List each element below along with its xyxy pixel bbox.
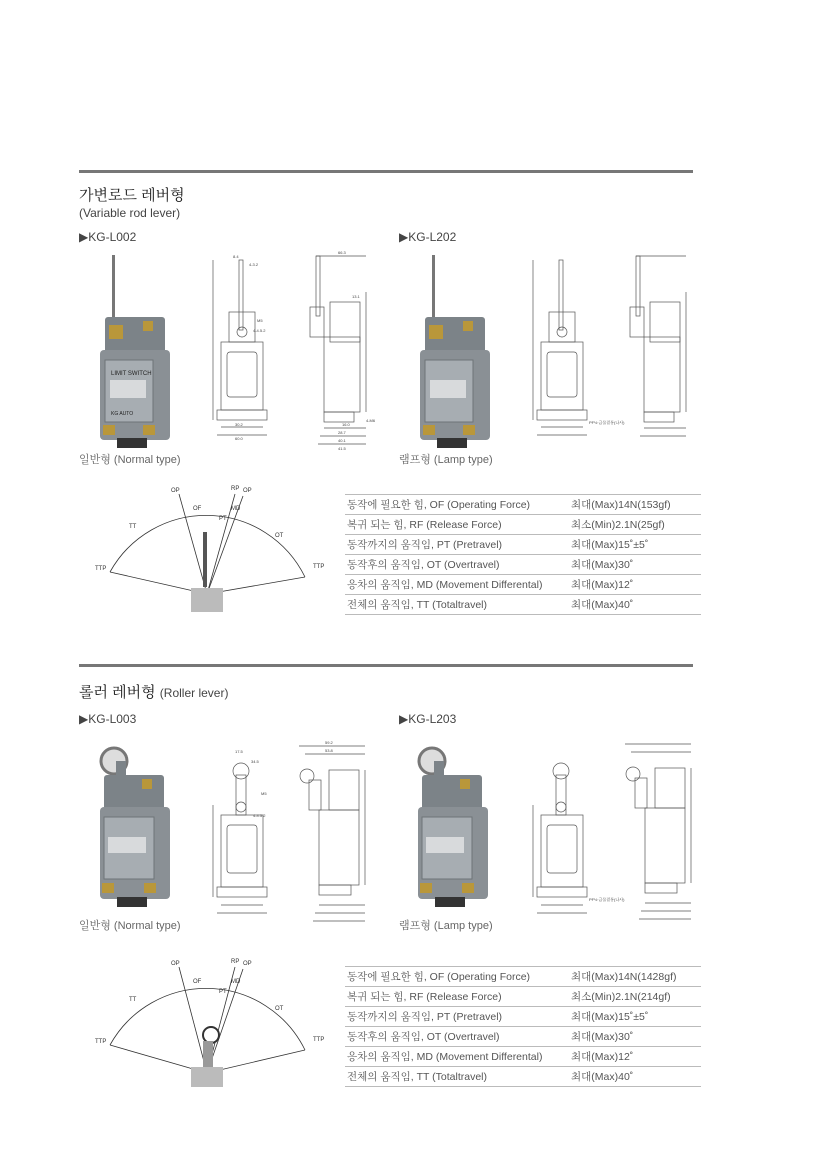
dim-label: 13.1 — [352, 294, 360, 299]
angle-label-tt: TT — [129, 997, 137, 1003]
spec-label: 복귀 되는 힘, RF (Release Force) — [345, 987, 569, 1007]
spec-value: 최대(Max)15˚±5˚ — [569, 1007, 701, 1027]
spec-label: 동작후의 움직임, OT (Overtravel) — [345, 1027, 569, 1047]
dim-label: 4-M6 — [366, 418, 376, 423]
angle-label-op: OP — [171, 961, 180, 967]
table-row — [345, 555, 701, 575]
dim-label: 4-4.5.2 — [253, 328, 266, 333]
angle-label-ttp: TTP — [313, 1037, 325, 1043]
spec-label: 동작에 필요한 힘, OF (Operating Force) — [345, 967, 569, 987]
travel-angle-diagram-2 — [95, 955, 330, 1095]
dimension-drawing-kg-l202-front — [525, 252, 625, 452]
angle-label-pt: PT — [219, 989, 227, 995]
dimension-drawing-kg-l203-side — [615, 738, 700, 933]
section-divider-top — [79, 170, 693, 173]
table-row — [345, 575, 701, 595]
spec-label: 동작후의 움직임, OT (Overtravel) — [345, 555, 569, 575]
table-row — [345, 595, 701, 615]
spec-label: 응차의 움직임, MD (Movement Differental) — [345, 1047, 569, 1067]
spec-value: 최대(Max)30˚ — [569, 1027, 701, 1047]
table-row — [345, 987, 701, 1007]
spec-value: 최소(Min)2.1N(214gf) — [569, 987, 701, 1007]
table-row — [345, 967, 701, 987]
product-photo-kg-l003 — [92, 745, 182, 910]
angle-label-op: OP — [171, 488, 180, 494]
spec-table-variable-rod — [345, 494, 701, 615]
dimension-drawing-kg-l203-front — [525, 745, 625, 935]
dim-label: 53.8 — [325, 748, 333, 753]
spec-value: 최대(Max)14N(1428gf) — [569, 967, 701, 987]
dimension-drawing-kg-l003-front — [205, 745, 295, 935]
caption-lamp-type-2: 램프형 (Lamp type) — [399, 920, 493, 932]
angle-label-ttp: TTP — [313, 564, 325, 570]
section-title-roller — [79, 681, 228, 702]
dim-label: 66.3 — [338, 250, 346, 255]
spec-value: 최소(Min)2.1N(25gf) — [569, 515, 701, 535]
dim-label: 60.0 — [235, 436, 243, 441]
spec-value: 최대(Max)40˚ — [569, 1067, 701, 1087]
caption-normal-type-2: 일반형 (Normal type) — [79, 920, 181, 932]
table-row — [345, 1007, 701, 1027]
angle-label-ot: OT — [275, 533, 284, 539]
dimension-drawing-kg-l002-front — [205, 252, 280, 452]
table-row — [345, 495, 701, 515]
product-photo-kg-l202 — [415, 255, 500, 450]
angle-label-op: OP — [243, 961, 252, 967]
model-code-kg-l003: ▶KG-L003 — [79, 712, 137, 726]
angle-label-rp: RP — [231, 959, 240, 965]
dim-label: 17.5 — [235, 749, 243, 754]
spec-value: 최대(Max)30˚ — [569, 555, 701, 575]
spec-value: 최대(Max)12˚ — [569, 575, 701, 595]
dim-label: 34.5 — [251, 759, 259, 764]
angle-label-rp: RP — [231, 486, 240, 492]
spec-label: 동작에 필요한 힘, OF (Operating Force) — [345, 495, 569, 515]
spec-value: 최대(Max)14N(153gf) — [569, 495, 701, 515]
angle-label-tt: TT — [129, 524, 137, 530]
dim-label: PF½ 금물결통(나사) — [589, 897, 625, 902]
angle-label-of: OF — [193, 979, 202, 985]
dim-label: 4-4.5.2 — [253, 813, 266, 818]
dim-label: 28.7 — [338, 430, 346, 435]
dimension-drawing-kg-l003-side — [295, 740, 380, 935]
spec-value: 최대(Max)40˚ — [569, 595, 701, 615]
angle-label-of: OF — [193, 506, 202, 512]
section-divider-middle — [79, 664, 693, 667]
angle-label-ot: OT — [275, 1006, 284, 1012]
spec-value: 최대(Max)15˚±5˚ — [569, 535, 701, 555]
spec-label: 전체의 움직임, TT (Totaltravel) — [345, 595, 569, 615]
table-row — [345, 1067, 701, 1087]
table-row — [345, 1047, 701, 1067]
caption-lamp-type-1: 램프형 (Lamp type) — [399, 454, 493, 466]
product-photo-kg-l002 — [95, 255, 180, 450]
dim-label: 4-3.2 — [249, 262, 259, 267]
dim-label: 40.1 — [338, 438, 346, 443]
dim-label: M5 — [257, 318, 263, 323]
angle-label-md: MD — [231, 979, 241, 985]
dim-label: 16.0 — [342, 422, 350, 427]
table-row — [345, 1027, 701, 1047]
spec-label: 복귀 되는 힘, RF (Release Force) — [345, 515, 569, 535]
photo-brand-label: KG AUTO — [111, 411, 134, 417]
photo-switch-label: LIMIT SWITCH — [111, 371, 152, 377]
dim-label: PF½ 금물결통(나사) — [589, 420, 625, 425]
table-row — [345, 535, 701, 555]
angle-label-ttp: TTP — [95, 566, 107, 572]
angle-label-md: MD — [231, 506, 241, 512]
model-code-kg-l203: ▶KG-L203 — [399, 712, 457, 726]
dimension-drawing-kg-l202-side — [620, 252, 700, 452]
spec-label: 동작까지의 움직임, PT (Pretravel) — [345, 535, 569, 555]
product-photo-kg-l203 — [410, 745, 500, 910]
dim-label: 30.2 — [235, 422, 243, 427]
caption-normal-type-1: 일반형 (Normal type) — [79, 454, 181, 466]
spec-label: 동작까지의 움직임, PT (Pretravel) — [345, 1007, 569, 1027]
spec-value: 최대(Max)12˚ — [569, 1047, 701, 1067]
dim-label: 41.5 — [338, 446, 346, 451]
model-code-kg-l202: ▶KG-L202 — [399, 230, 457, 244]
spec-label: 응차의 움직임, MD (Movement Differental) — [345, 575, 569, 595]
angle-label-op: OP — [243, 488, 252, 494]
table-row — [345, 515, 701, 535]
section-title-text: 롤러 레버형 — [79, 684, 156, 701]
spec-label: 전체의 움직임, TT (Totaltravel) — [345, 1067, 569, 1087]
section-title-text: 가변로드 레버형 — [79, 187, 185, 204]
model-code-kg-l002: ▶KG-L002 — [79, 230, 137, 244]
travel-angle-diagram-1 — [95, 482, 330, 622]
dim-label: 59.2 — [325, 740, 333, 745]
dim-label: 8.4 — [233, 254, 239, 259]
section-subtitle-variable-rod: (Variable rod lever) — [79, 206, 181, 220]
dimension-drawing-kg-l002-side — [300, 252, 375, 452]
angle-label-pt: PT — [219, 516, 227, 522]
spec-table-roller — [345, 966, 701, 1087]
dim-label: M5 — [261, 791, 267, 796]
section-subtitle-roller: (Roller lever) — [159, 686, 229, 700]
section-title-variable-rod — [79, 184, 185, 205]
angle-label-ttp: TTP — [95, 1039, 107, 1045]
